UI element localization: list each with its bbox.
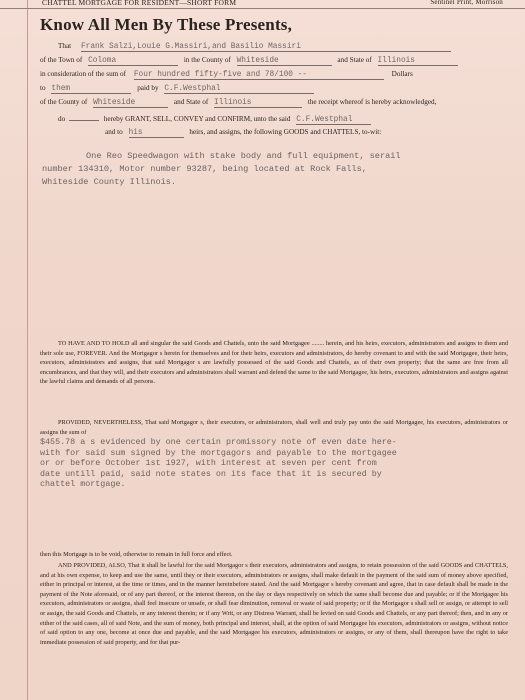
form-header — [0, 0, 525, 9]
heirs-line: and to his heirs, and assigns, the following GOODS and CHATTELS, to-wit: — [105, 128, 382, 137]
goods-description — [42, 150, 502, 189]
possession-clause: AND PROVIDED, ALSO, That it shall be lawful for the said Mortgagor s their executors, administrators and assigns, to retain possession of the said GOODS and CHATTELS, and at his own expense, to keep and use the same, until they or their executors, administrators or assigns, shall make default in the payment of the said sum of money above specified, either in principal or interest, at the time or times, and in the manner hereinbefore stated. And the said Mortgagor s hereby covenant and agree, that in case default shall be made in the payment of the Note aforesaid, or of any part thereof, or the interest thereon, on the day or days respectively on which the same shall become due and payable; or if the Mortgagee his executors, administrators or assigns, shall feel insecure or unsafe, or shall fear diminution, removal or waste of said property; or if the Mortgagor s shall sell or assign, or attempt to sell or assign, the said Goods and Chattels, or any interest therein; or if any Writ, or any Distress Warrant, shall be levied on said Goods and Chattels, or any part thereof; then, and in any or either of the said cases, all of said Note, and the sum of money, both principal and interest, shall, at the option of said Mortgagee his executors, administrators or assigns, without notice of said option to any one, become at once due and payable, and the said Mortgagee his executors, administrators or assigns, or any of them, shall thereupon have the right to take immediate possession of said property, and for that pur- — [40, 562, 508, 646]
and-to-field: his — [129, 129, 184, 138]
proviso-paragraph: PROVIDED, NEVERTHELESS, That said Mortgagor s, their executors, or administrators, shall well and truly pay unto the said Mortgagee, his executors, administrators or assigns the sum of — [40, 419, 508, 436]
mortgagor-line: That Frank Salzi,Louie G.Massiri,and Basilio Massiri — [58, 42, 451, 52]
state2-field: Illinois — [214, 99, 302, 108]
habendum-paragraph: TO HAVE AND TO HOLD all and singular the said Goods and Chattels, unto the said Mortgagee ........ herein, and his heirs, executors, administrators and assigns to them and their sole use, FOREVER. And the Mortgagor s herein for themselves and for their heirs, executors and administrators, do hereby covenant to and with the said Mortgagee, their heirs, executors, administrators and assigns, that said Mortgagor s are lawfully possessed of the said Goods and Chattels, as of their own property; that the same are free from all encumbrances, and that they will, and their executors and administrators shall warrant and defend the same to the said Mortgagee, his heirs, executors, administrators and assigns against the lawful claims and demands of all persons. — [40, 340, 508, 386]
note-description — [40, 437, 510, 490]
state-field: Illinois — [378, 57, 458, 66]
town-line: of the Town of Coloma in the County of Whiteside and State of Illinois — [40, 56, 458, 66]
mortgagors-field: Frank Salzi,Louie G.Massiri,and Basilio Massiri — [81, 43, 451, 52]
void-clause: then this Mortgage is to be void, otherwise to remain in full force and effect. — [40, 551, 233, 558]
margin-rule — [27, 0, 28, 700]
goods-line: number 134310, Motor number 93287, being located at Rock Falls, — [42, 164, 367, 174]
note-line: date untill paid, said note states on its face that it is secured by — [40, 468, 382, 479]
to-field: them — [51, 85, 131, 94]
printer-name: Sentinel Print, Morrison — [430, 0, 503, 6]
county2-field: Whiteside — [93, 99, 168, 108]
document-title: Know All Men By These Presents, — [40, 15, 293, 34]
note-line: with for said sum signed by the mortgagors and payable to the mortgagee — [40, 447, 397, 458]
note-line: or or before October 1st 1927, with interest at seven per cent from — [40, 458, 377, 468]
goods-line: Whiteside County Illinois. — [42, 177, 177, 187]
note-line: chattel mortgage. — [40, 479, 126, 489]
goods-line: One Reo Speedwagon with stake body and full equipment, serail — [86, 151, 401, 161]
grantee-field: C.F.Westphal — [296, 116, 371, 125]
paid-line: to them paid by C.F.Westphal — [40, 84, 314, 94]
county2-line: of the County of Whiteside and State of Illinois the receipt whereof is hereby acknowledged, — [40, 98, 437, 107]
sum-field: Four hundred fifty-five and 78/100 -- — [134, 71, 384, 80]
form-name: CHATTEL MORTGAGE FOR RESIDENT—SHORT FORM — [42, 0, 237, 7]
consideration-line: in consideration of the sum of Four hundred fifty-five and 78/100 -- Dollars — [40, 70, 413, 79]
note-line: $455.78 a s evidenced by one certain promissory note of even date here- — [40, 437, 397, 447]
grant-line: do hereby GRANT, SELL, CONVEY and CONFIRM, unto the said C.F.Westphal — [58, 113, 371, 125]
county-field: Whiteside — [237, 57, 332, 66]
paid-by-field: C.F.Westphal — [164, 85, 314, 94]
town-field: Coloma — [88, 57, 178, 66]
